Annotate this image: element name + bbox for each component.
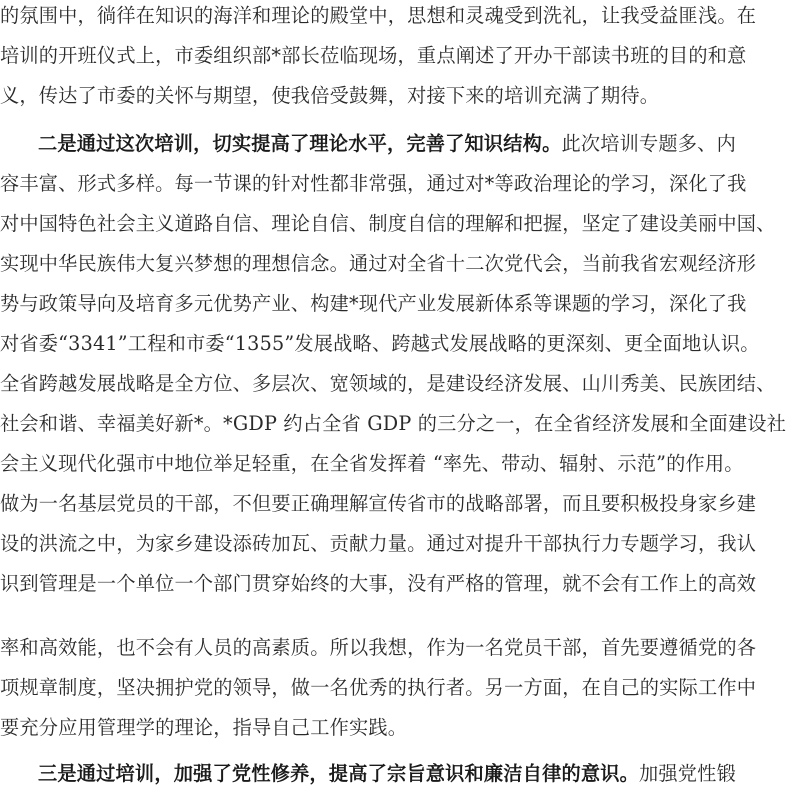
paragraph-line: 培训的开班仪式上，市委组织部*部长莅临现场，重点阐述了开办干部读书班的目的和意 [0, 44, 747, 67]
paragraph-text: 加强党性锻 [639, 762, 736, 785]
paragraph-line: 会主义现代化强市中地位举足轻重，在全省发挥着 “率先、带动、辐射、示范”的作用。 [0, 452, 744, 475]
section-heading: 二是通过这次培训，切实提高了理论水平，完善了知识结构。 [38, 132, 562, 155]
paragraph-line: 容丰富、形式多样。每一节课的针对性都非常强，通过对*等政治理论的学习，深化了我 [0, 172, 747, 195]
paragraph-line: 设的洪流之中，为家乡建设添砖加瓦、贡献力量。通过对提升干部执行力专题学习，我认 [0, 532, 757, 555]
section-heading: 三是通过培训，加强了党性修养，提高了宗旨意识和廉洁自律的意识。 [38, 762, 640, 785]
paragraph-line: 要充分应用管理学的理论，指导自己工作实践。 [0, 716, 408, 739]
paragraph-line: 的氛围中，徜徉在知识的海洋和理论的殿堂中，思想和灵魂受到洗礼，让我受益匪浅。在 [0, 4, 757, 27]
paragraph-line: 实现中华民族伟大复兴梦想的理想信念。通过对全省十二次党代会，当前我省宏观经济形 [0, 252, 757, 275]
paragraph-line: 对中国特色社会主义道路自信、理论自信、制度自信的理解和把握，坚定了建设美丽中国、 [0, 212, 776, 235]
paragraph-line: 率和高效能，也不会有人员的高素质。所以我想，作为一名党员干部，首先要遵循党的各 [0, 636, 757, 659]
paragraph-line: 全省跨越发展战略是全方位、多层次、宽领域的，是建设经济发展、山川秀美、民族团结、 [0, 372, 776, 395]
paragraph-line: 势与政策导向及培育多元优势产业、构建*现代产业发展新体系等课题的学习，深化了我 [0, 292, 747, 315]
paragraph-line: 识到管理是一个单位一个部门贯穿始终的大事，没有严格的管理，就不会有工作上的高效 [0, 572, 757, 595]
paragraph-line: 做为一名基层党员的干部，不但要正确理解宣传省市的战略部署，而且要积极投身家乡建 [0, 492, 757, 515]
paragraph-text: 此次培训专题多、内 [561, 132, 736, 155]
paragraph-line: 义，传达了市委的关怀与期望，使我倍受鼓舞，对接下来的培训充满了期待。 [0, 84, 660, 107]
paragraph-line: 对省委“3341”工程和市委“1355”发展战略、跨越式发展战略的更深刻、更全面地认识。 [0, 332, 760, 355]
paragraph-line: 项规章制度，坚决拥护党的领导，做一名优秀的执行者。另一方面，在自己的实际工作中 [0, 676, 757, 699]
paragraph-line [0, 758, 800, 790]
paragraph-line: 社会和谐、幸福美好新*。*GDP 约占全省 GDP 的三分之一，在全省经济发展和全面建设社 [0, 412, 787, 435]
paragraph-line [0, 128, 800, 160]
